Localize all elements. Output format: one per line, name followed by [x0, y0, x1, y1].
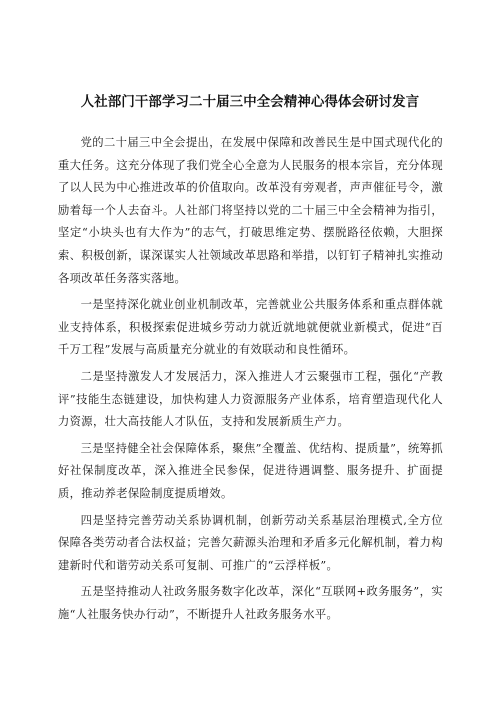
paragraph-employment: 一是坚持深化就业创业机制改革，完善就业公共服务体系和重点群体就业支持体系，积极探索促进城乡劳动力就近就地就便就业新模式，促进“百千万工程”发展与高质量充分就业的有效联动和良性循环。 — [58, 298, 443, 357]
paragraph-intro: 党的二十届三中全会提出，在发展中保障和改善民生是中国式现代化的重大任务。这充分体现了我们党全心全意为人民服务的根本宗旨，充分体现了以人民为中心推进改革的价值取向。改革没有旁观者，声声催征号令，激励着每一个人去奋斗。人社部门将坚持以党的二十届三中全会精神为指引，坚定“小块头也有大作为”的志气，打破思维定势、摆脱路径依赖，大胆探索、积极创新，谋深谋实人社领域改革思路和举措，以钉钉子精神扎实推动各项改革任务落实落地。 — [58, 136, 443, 285]
paragraph-talent: 二是坚持激发人才发展活力，深入推进人才云聚强市工程，强化“产教评”技能生态链建设，加快构建人力资源服务产业体系，培育塑造现代化人力资源，壮大高技能人才队伍，支持和发展新质生产力。 — [58, 369, 443, 429]
paragraph-social-security: 三是坚持健全社会保障体系，聚焦”全覆盖、优结构、提质量”，统筹抓好社保制度改革，深入推进全民参保，促进待遇调整、服务提升、扩面提质，推动养老保险制度提质增效。 — [58, 441, 443, 500]
document-title: 人社部门干部学习二十届三中全会精神心得体会研讨发言 — [80, 95, 420, 110]
paragraph-labor-relations: 四是坚持完善劳动关系协调机制，创新劳动关系基层治理模式,全方位保障各类劳动者合法权益；完善欠薪源头治理和矛盾多元化解机制，着力构建新时代和谐劳动关系可复制、可推广的“云浮样板”。 — [58, 513, 443, 572]
paragraph-digital-service: 五是坚持推动人社政务服务数字化改革，深化“互联网+政务服务”，实施“人社服务快办行动”，不断提升人社政务服务水平。 — [58, 585, 443, 621]
document-body — [58, 132, 443, 630]
